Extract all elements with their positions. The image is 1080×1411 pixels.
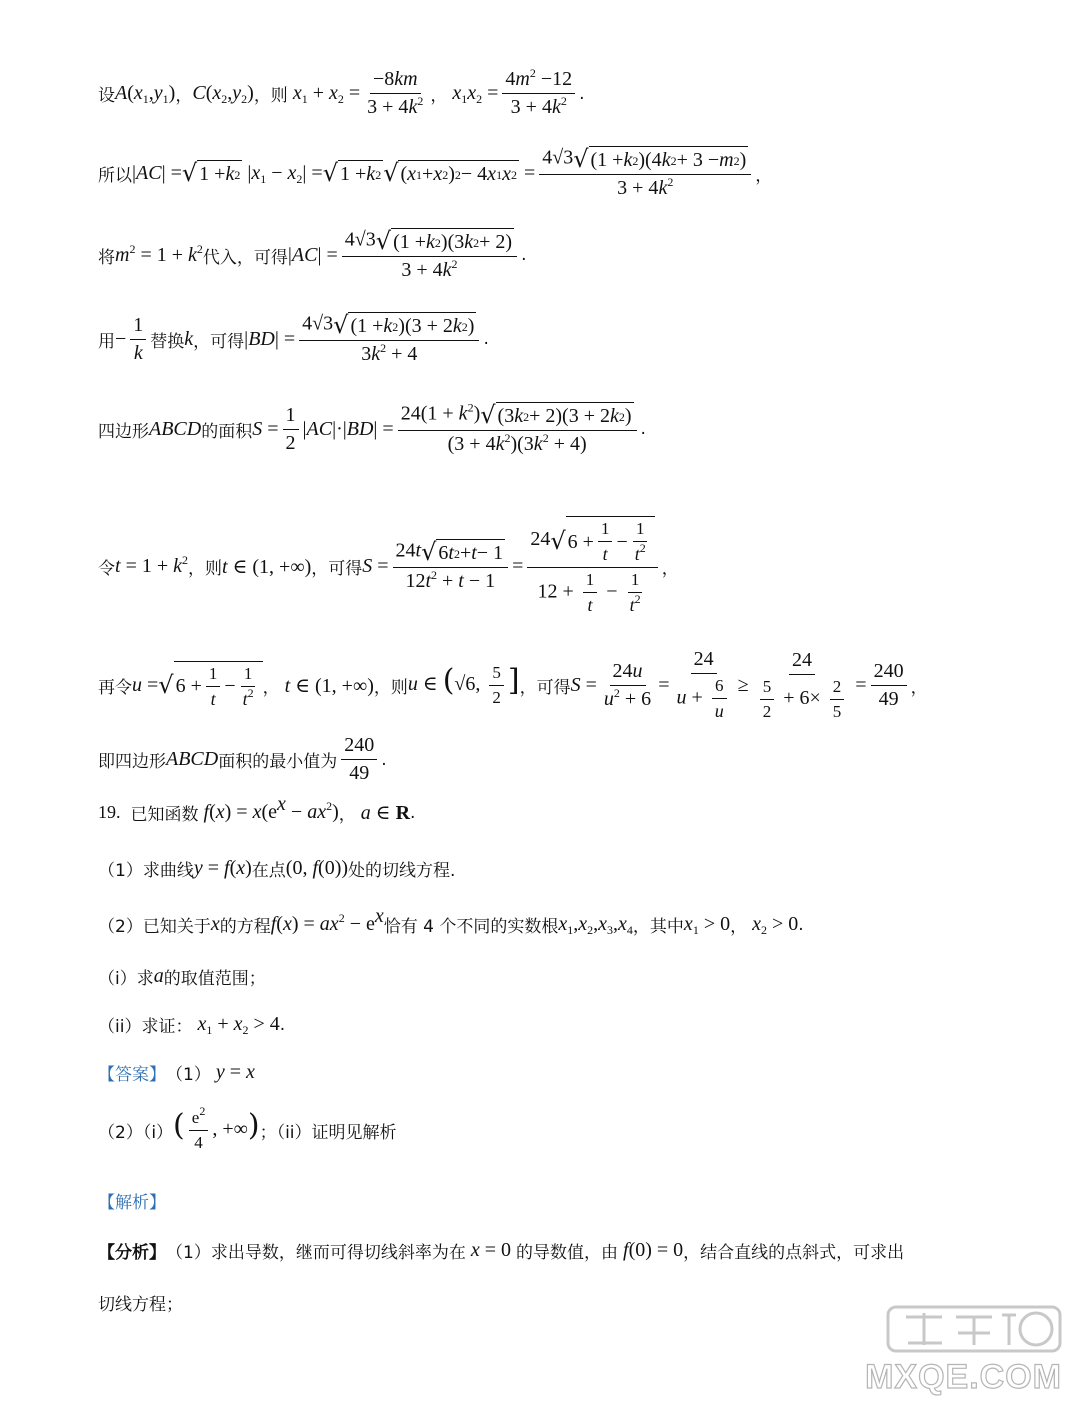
- answer-tag: 【答案】: [98, 1065, 166, 1085]
- fraction: 24t √ 6 t 2 + t − 1 $12t^2 + t - 1$: [393, 539, 509, 593]
- math: |AC| =: [287, 243, 338, 266]
- text-fragment: ，: [910, 677, 928, 698]
- text-fragment: ，: [262, 677, 280, 698]
- text-fragment: ，结合直线的点斜式，可求出: [683, 1243, 905, 1263]
- math: $x_1 + x_2$ =: [292, 82, 361, 106]
- math: u ∈ (√6, $\frac{5}{2}$ ]: [407, 662, 520, 707]
- text-fragment: ，则: [253, 86, 288, 106]
- fraction: 4√3 √ (1 + k 2 )(3 k 2 + 2) $3 + 4k^2$: [342, 228, 517, 282]
- text-fragment: 的导数值，由: [516, 1243, 618, 1263]
- math: (0, f(0)): [285, 857, 349, 879]
- text-fragment: ；（ii）证明见解析: [259, 1123, 397, 1143]
- text-fragment: .: [279, 1014, 286, 1035]
- math: ( $\frac{e^2}{4}$ , +∞): [173, 1104, 260, 1152]
- text-fragment: ，: [175, 86, 193, 106]
- math: $x_1x_2$ =: [452, 82, 499, 106]
- fraction: 4√3 √ (1 + k 2 )(4 k 2 + 3 − m 2 ) $3 + 4k^2$: [539, 146, 751, 200]
- text-fragment: （1）: [166, 1065, 211, 1085]
- math: =: [518, 161, 536, 184]
- text-fragment: ，: [338, 805, 356, 825]
- math: =: [512, 554, 524, 577]
- math: =: [855, 673, 867, 696]
- fraction: 24 $\frac{5}{2}$ + 6× $\frac{2}{5}$: [753, 649, 852, 722]
- text-fragment: 替换: [150, 331, 185, 352]
- math: $C(x_2,y_2)$: [192, 82, 254, 106]
- text-fragment: 的取值范围；: [163, 969, 266, 989]
- text-fragment: .: [483, 329, 489, 349]
- math: y = x: [215, 1061, 255, 1083]
- line-set-points: [98, 68, 1040, 119]
- math: $A(x_1,y_1)$: [115, 82, 176, 106]
- fraction: $\frac{4m^2 -12}{3 + 4k^2}$: [502, 68, 575, 119]
- text-fragment: .: [410, 802, 416, 823]
- fraction: $\frac{1}{k}$: [130, 314, 146, 365]
- text-fragment: .: [521, 245, 527, 265]
- text-fragment: 四边形: [98, 421, 149, 442]
- watermark-text: MXQE.COM: [865, 1358, 1062, 1396]
- math: f(0) = 0: [623, 1239, 684, 1261]
- text-fragment: ，则: [188, 558, 223, 579]
- math: |BD| =: [244, 327, 296, 350]
- line-ac-length: [98, 146, 1040, 200]
- math: $x_1 > 0$: [683, 913, 731, 937]
- math: S =: [362, 554, 389, 577]
- math: t ∈ (1, +∞): [284, 674, 374, 697]
- line-substitute: [98, 228, 1040, 282]
- sqrt: √ 1 + k 2: [181, 159, 241, 187]
- math: $x_1 + x_2 > 4$: [197, 1013, 280, 1037]
- text-fragment: .: [640, 419, 646, 439]
- math: ≥: [737, 673, 749, 696]
- fraction: $24(1 + k^2)$ √ (3 k 2 + 2)(3 + 2 k 2 ) $(3 + 4k^2)(3k^2 + 4)$: [398, 402, 637, 456]
- question-19-part2: [98, 905, 1040, 937]
- math: S =: [252, 417, 279, 440]
- math: x: [210, 913, 220, 935]
- question-19-part2-ii: [98, 1012, 1040, 1037]
- fraction: $\frac{240}{49}$: [871, 660, 907, 711]
- sqrt: √ ( x 1 + x 2 ) 2 − 4 x 1 x 2: [383, 159, 517, 187]
- text-fragment: 即四边形: [98, 752, 166, 772]
- line-area: [98, 402, 1040, 456]
- text-fragment: 面积的最小值为: [218, 752, 338, 772]
- line-bd-length: [98, 312, 1040, 366]
- math: a: [153, 965, 164, 987]
- fraction: $\frac{24u}{u^2 + 6}$: [603, 659, 652, 710]
- text-fragment: ，: [430, 86, 448, 106]
- text-fragment: ，可得: [311, 558, 363, 579]
- fraction: $\frac{240}{49}$: [341, 734, 377, 785]
- text-fragment: （2）（i）: [98, 1123, 174, 1143]
- text-fragment: 设: [98, 86, 115, 106]
- math: −: [115, 327, 127, 350]
- analysis-subtag: 【分析】: [98, 1243, 166, 1263]
- math: $f(x) = x(e^x - ax^2)$: [203, 793, 339, 823]
- analysis-heading: [98, 1188, 1040, 1213]
- math: u =: [132, 673, 159, 696]
- math: |AC|·|BD| =: [302, 417, 394, 440]
- math: ABCD: [149, 417, 202, 440]
- question-19-part2-i: [98, 964, 1040, 989]
- math: x = 0: [470, 1239, 516, 1261]
- text-fragment: （2）已知关于: [98, 917, 211, 937]
- text-fragment: .: [381, 749, 387, 770]
- text-fragment: 恰有 4 个不同的实数根: [383, 917, 559, 937]
- question-19: [98, 793, 1040, 825]
- analysis-line-1: [98, 1238, 1040, 1263]
- text-fragment: （ii）求证：: [98, 1017, 193, 1037]
- text-fragment: 令: [98, 558, 115, 579]
- answer-line-2: [98, 1104, 1040, 1153]
- math: S =: [570, 673, 597, 696]
- sqrt: √ 1 + k 2: [322, 159, 382, 187]
- analysis-tag: 【解析】: [98, 1193, 166, 1213]
- question-19-part1: [98, 856, 1040, 881]
- text-fragment: ，: [730, 917, 748, 937]
- sqrt: √ 6 + $\frac{1}{t}$ − $\frac{1}{t^2}$: [158, 661, 262, 710]
- math: a ∈ R: [360, 802, 411, 824]
- line-min-area: [98, 734, 1040, 785]
- text-fragment: 的面积: [201, 421, 253, 442]
- fraction: 24 u + $\frac{6}{u}$: [673, 648, 733, 722]
- math: =: [658, 673, 670, 696]
- math: $|x_1 - x_2|$ =: [242, 161, 323, 186]
- watermark-logo: [886, 1303, 1062, 1355]
- math: k: [184, 327, 194, 350]
- text-fragment: ，: [755, 165, 773, 186]
- fraction: $\frac{1}{2}$: [283, 404, 299, 455]
- answer-line-1: [98, 1060, 1040, 1085]
- text-fragment: （i）求: [98, 969, 154, 989]
- text-fragment: ，: [661, 558, 679, 579]
- math: $t = 1 + k^2$: [115, 552, 189, 577]
- text-fragment: 处的切线方程.: [348, 861, 456, 881]
- text-fragment: 所以: [98, 165, 132, 186]
- math: |AC| =: [132, 161, 182, 184]
- text-fragment: ，其中: [632, 917, 684, 937]
- text-fragment: 再令: [98, 677, 132, 698]
- question-number: 19.: [98, 802, 121, 822]
- fraction: $\frac{-8km}{3 + 4k^2}$: [367, 68, 424, 118]
- text-fragment: 将: [98, 247, 115, 268]
- text-fragment: .: [798, 914, 804, 935]
- math: $x_2 > 0$: [752, 913, 799, 937]
- math: y = f(x): [193, 857, 252, 879]
- text-fragment: ，则: [373, 677, 408, 698]
- text-fragment: 切线方程；: [98, 1295, 183, 1315]
- text-fragment: ，可得: [519, 677, 571, 698]
- text-fragment: 代入，可得: [202, 247, 288, 268]
- line-let-u: [98, 648, 1040, 722]
- text-fragment: 在点: [251, 861, 286, 881]
- math: $f(x) = ax^2 - e^x$: [270, 905, 384, 935]
- text-fragment: 已知函数: [130, 805, 199, 825]
- text-fragment: .: [579, 83, 585, 104]
- math: $m^2 = 1 + k^2$: [115, 241, 203, 266]
- math: ABCD: [166, 748, 219, 770]
- fraction: 4√3 √ (1 + k 2 )(3 + 2 k 2 ) $3k^2 + 4$: [299, 312, 479, 366]
- text-fragment: （1）求出导数，继而可得切线斜率为在: [166, 1243, 466, 1263]
- text-fragment: 用: [98, 331, 115, 352]
- text-fragment: ，可得: [193, 331, 245, 352]
- text-fragment: （1）求曲线: [98, 861, 194, 881]
- math: $x_1,x_2,x_3,x_4$: [558, 913, 633, 937]
- math: t ∈ (1, +∞): [222, 555, 312, 578]
- fraction: 24 √ 6 + $\frac{1}{t}$ − $\frac{1}{t^2}$ 12 + $\frac{1}{t}$ − $\frac{1}{t^2}$: [527, 516, 657, 616]
- line-let-t: [98, 516, 1040, 616]
- text-fragment: 的方程: [219, 917, 271, 937]
